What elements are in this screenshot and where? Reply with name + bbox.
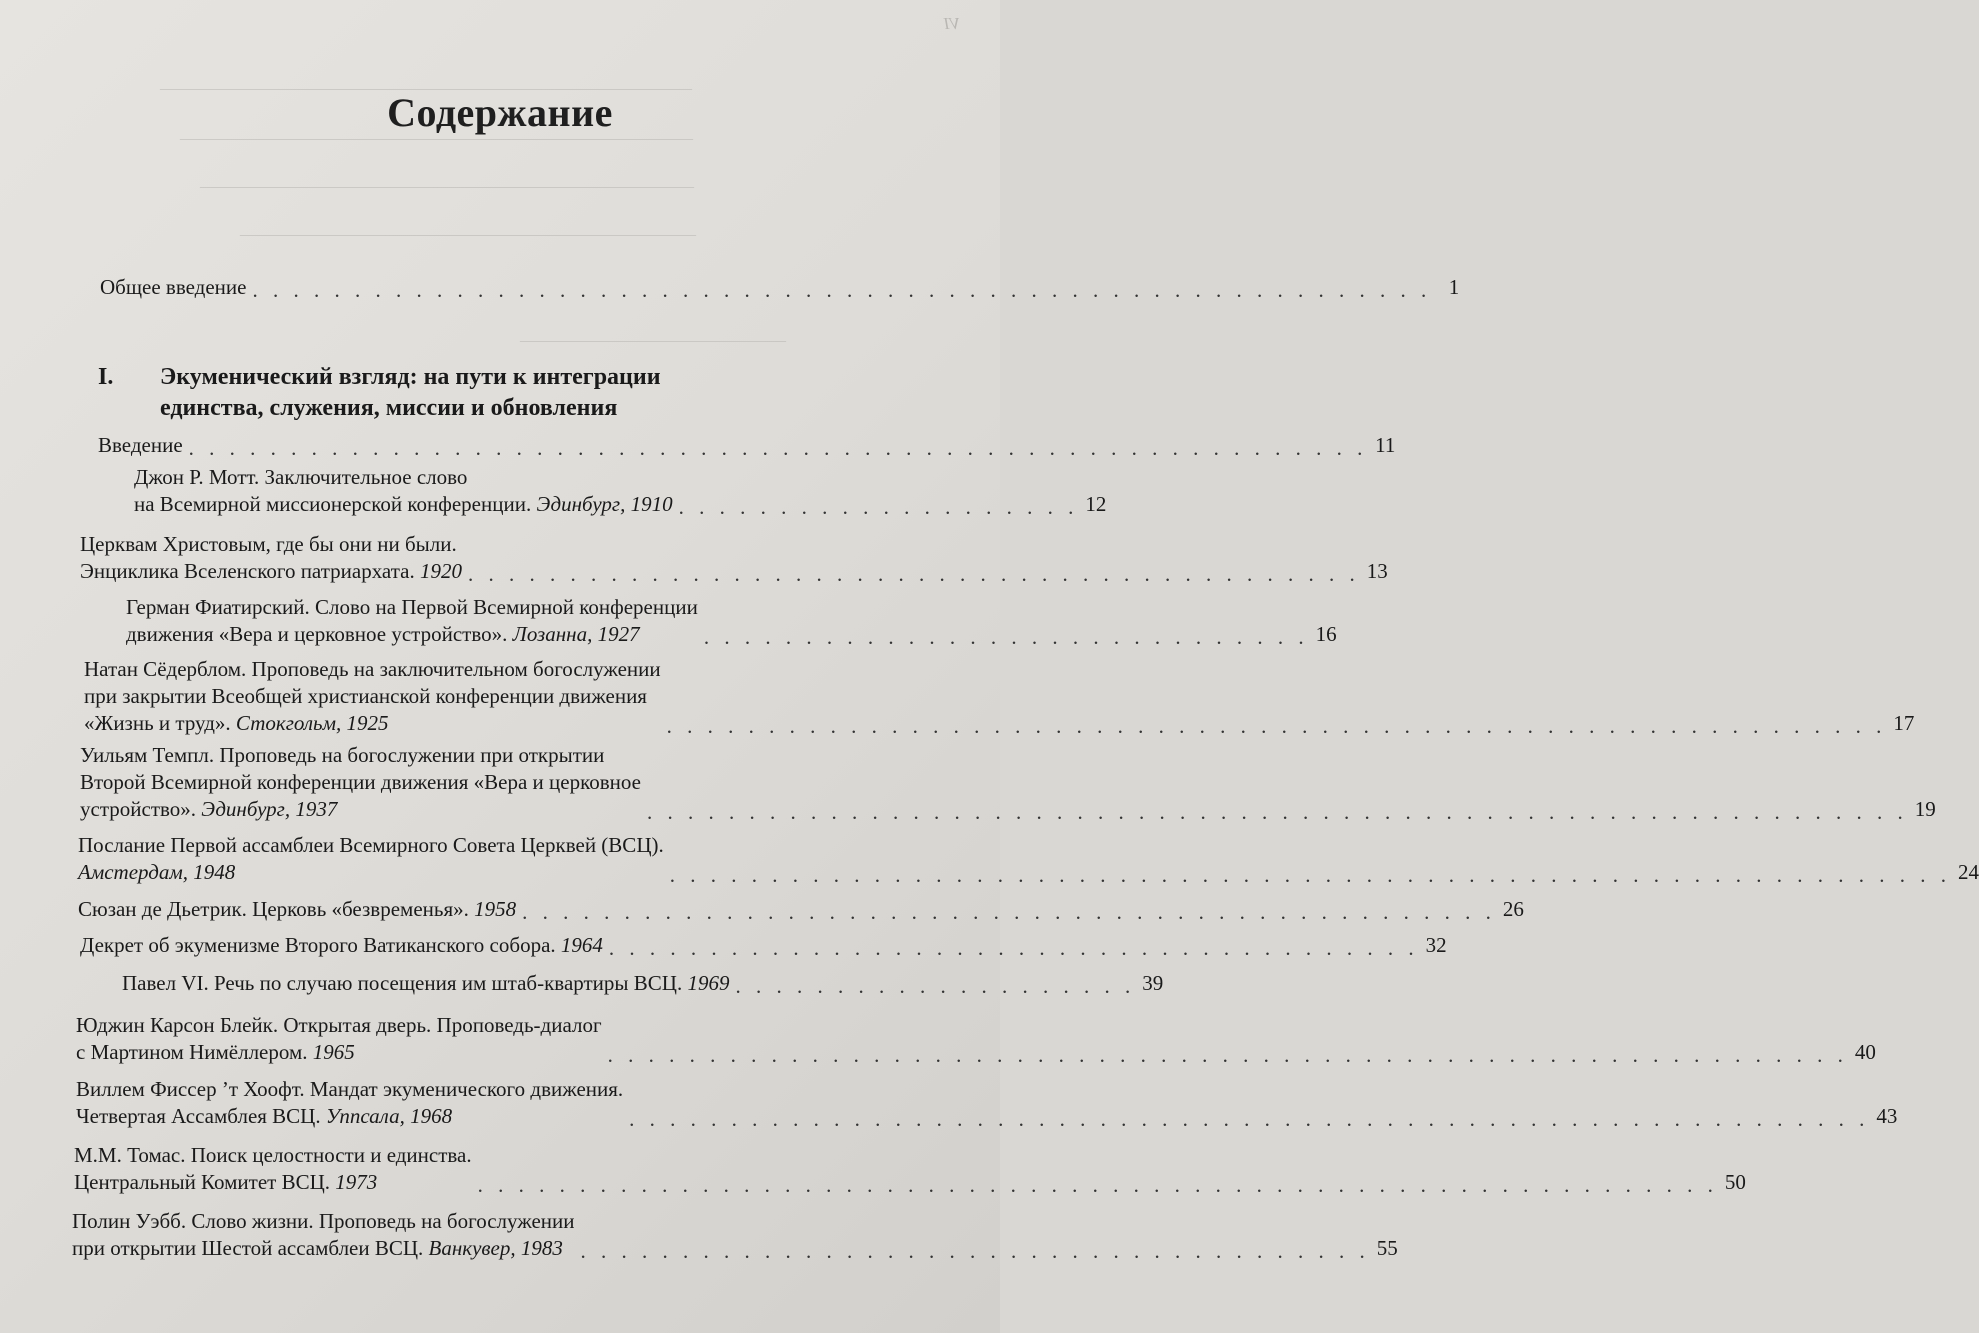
toc-page-number: 43 [1876,1104,1898,1128]
toc-line: при закрытии Всеобщей христианской конференции движения [84,684,647,708]
leader-dots: . . . . . . . . . . . . . . . . . . . . . . . . . . . . . . . . . . . . . . . . . . . . . . . . . . . . . . . . . . [188,436,1368,460]
toc-page-number: 39 [1142,971,1164,995]
toc-entry[interactable] [80,531,1388,586]
toc-line: Центральный Комитет ВСЦ. [74,1170,330,1194]
toc-page-number: 55 [1376,1236,1398,1260]
toc-line: Полин Уэбб. Слово жизни. Проповедь на богослужении [72,1209,575,1233]
toc-entry-text [98,432,183,459]
toc-place-date: 1973 [335,1170,378,1194]
bleed-through-line: ———————————————————————————— [160,78,692,99]
toc-line: Послание Первой ассамблеи Всемирного Совета Церквей (ВСЦ). [78,833,664,857]
section-title-line: Экуменический взгляд: на пути к интеграции [160,364,661,390]
toc-line: Церквам Христовым, где бы они ни были. [80,532,457,556]
toc-entry-text [134,464,673,518]
toc-line: Натан Сёдерблом. Проповедь на заключительном богослужении [84,657,661,681]
toc-entry[interactable] [98,432,1396,460]
toc-entry[interactable] [126,594,1337,649]
bleed-through-running-head: VI [846,14,960,33]
toc-line: устройство». [80,797,197,821]
toc-entry[interactable] [74,1142,1746,1197]
toc-entry-text [76,1076,623,1130]
toc-line: Юджин Карсон Блейк. Открытая дверь. Проповедь-диалог [76,1013,602,1037]
toc-place-date: 1965 [312,1040,355,1064]
toc-place-date: 1969 [687,971,730,995]
toc-entry[interactable] [78,832,1979,887]
toc-page-number: 40 [1854,1040,1876,1064]
toc-entry-text [126,594,698,648]
toc-entry-label: Общее введение [100,275,247,299]
leader-dots: . . . . . . . . . . . . . . . . . . . . . . . . . . . . . . . . . . . . . . . . . . . . . . . . [522,900,1496,924]
bleed-through-line: —————————————————————————— [200,176,694,197]
leader-dots: . . . . . . . . . . . . . . . . . . . . . . . . . . . . . . . . . . . . . . . . . . . . . . . . . . . . . . . . . . . . . . . [669,863,1951,887]
toc-line: движения «Вера и церковное устройство». [126,622,508,646]
toc-line: Декрет об экуменизме Второго Ватиканского собора. [80,933,556,957]
toc-entry[interactable] [72,1208,1398,1263]
toc-entry-intro[interactable] [100,274,1460,302]
toc-page-number: 50 [1724,1170,1746,1194]
leader-dots: . . . . . . . . . . . . . . . . . . . . [678,495,1079,519]
toc-entry-text [84,656,661,737]
leader-dots: . . . . . . . . . . . . . . . . . . . . . . . . . . . . . . . . . . . . . . . . [608,936,1419,960]
toc-line: Павел VI. Речь по случаю посещения им штаб-квартиры ВСЦ. [122,971,683,995]
toc-entry[interactable] [78,896,1524,924]
toc-page-number: 16 [1315,622,1337,646]
toc-page-number: 24 [1957,860,1979,884]
toc-place-date: Ванкувер, 1983 [428,1236,563,1260]
toc-page-number: 32 [1425,933,1447,957]
toc-place-date: Амстердам, 1948 [78,860,236,884]
section-heading [98,362,738,424]
toc-place-date: 1920 [419,559,462,583]
toc-page-number: 26 [1502,897,1524,921]
toc-place-date: Стокгольм, 1925 [235,711,389,735]
toc-line: Сюзан де Дьетрик. Церковь «безвременья». [78,897,469,921]
page-title: Содержание [387,89,613,135]
leader-dots: . . . . . . . . . . . . . . . . . . . . . . . . . . . . . . . . . . . . . . . [580,1239,1370,1263]
toc-entry-text [78,896,516,923]
toc-line: Второй Всемирной конференции движения «Вера и церковное [80,770,641,794]
toc-entry-text [122,970,729,997]
toc-line: Четвертая Ассамблея ВСЦ. [76,1104,321,1128]
toc-entry-text [76,1012,602,1066]
toc-page-number: 13 [1366,559,1388,583]
toc-page-number: 19 [1914,797,1936,821]
toc-line: Уильям Темпл. Проповедь на богослужении при открытии [80,743,605,767]
toc-entry-text [80,742,641,823]
toc-line: с Мартином Нимёллером. [76,1040,308,1064]
toc-place-date: Эдинбург, 1910 [536,492,673,516]
toc-entry-text [80,932,603,959]
leader-dots: . . . . . . . . . . . . . . . . . . . . . . . . . . . . . . . . . . . . . . . . . . . . [467,562,1360,586]
toc-line: Энциклика Вселенского патриархата. [80,559,415,583]
toc-entry-text [78,832,664,886]
toc-entry[interactable] [76,1012,1876,1067]
leader-dots: . . . . . . . . . . . . . . . . . . . . . . . . . . . . . . . . . . . . . . . . . . . . . . . . . . . . . . . . . . . . . [477,1173,1718,1197]
toc-place-date: Лозанна, 1927 [512,622,640,646]
toc-entry[interactable] [80,932,1447,960]
toc-place-date: 1964 [560,933,603,957]
toc-page-number: 11 [1375,433,1396,457]
toc-line: М.М. Томас. Поиск целостности и единства. [74,1143,472,1167]
bleed-through-line: ———————————————————————— [240,224,696,245]
leader-dots: . . . . . . . . . . . . . . . . . . . . . . . . . . . . . . . . . . . . . . . . . . . . . . . . . . . . . . . . . . . . . [607,1043,1848,1067]
leader-dots: . . . . . . . . . . . . . . . . . . . . . . . . . . . . . . . . . . . . . . . . . . . . . . . . . . . . . . . . . . . . [666,714,1887,738]
toc-place-date: Уппсала, 1968 [325,1104,453,1128]
section-number: I. [98,364,114,390]
toc-line: Введение [98,433,183,457]
section-title-line: единства, служения, миссии и обновления [160,395,618,421]
toc-line: Джон Р. Мотт. Заключительное слово [134,465,468,489]
toc-entry[interactable] [134,464,1107,519]
toc-page-number: 12 [1085,492,1107,516]
toc-place-date: Эдинбург, 1937 [201,797,338,821]
toc-entry[interactable] [122,970,1164,998]
leader-dots: . . . . . . . . . . . . . . . . . . . . . . . . . . . . . . [703,625,1309,649]
leader-dots: . . . . . . . . . . . . . . . . . . . . . . . . . . . . . . . . . . . . . . . . . . . . . . . . . . . . . . . . . . . . . . [646,800,1908,824]
leader-dots: . . . . . . . . . . . . . . . . . . . . . . . . . . . . . . . . . . . . . . . . . . . . . . . . . . . . . . . . . . . . . [629,1107,1870,1131]
toc-entry[interactable] [80,742,1936,824]
bleed-through-line: —————————————— [520,330,786,351]
toc-entry-text [80,531,462,585]
toc-entry[interactable] [84,656,1915,738]
toc-entry-text [72,1208,575,1262]
toc-place-date: 1958 [474,897,517,921]
toc-line: Виллем Фиссер ’т Хоофт. Мандат экуменического движения. [76,1077,624,1101]
toc-line: «Жизнь и труд». [84,711,231,735]
toc-page-number: 17 [1893,711,1915,735]
toc-page-number: 1 [1448,275,1460,299]
bleed-through-line: ——————————————————————————— [180,128,693,149]
leader-dots: . . . . . . . . . . . . . . . . . . . . [735,974,1136,998]
leader-dots: . . . . . . . . . . . . . . . . . . . . . . . . . . . . . . . . . . . . . . . . . . . . . . . . . . . . . . . . . . [252,278,1432,302]
toc-line: при открытии Шестой ассамблеи ВСЦ. [72,1236,424,1260]
toc-entry[interactable] [76,1076,1898,1131]
toc-line: на Всемирной миссионерской конференции. [134,492,532,516]
toc-line: Герман Фиатирский. Слово на Первой Всемирной конференции [126,595,698,619]
toc-entry-text [74,1142,472,1196]
